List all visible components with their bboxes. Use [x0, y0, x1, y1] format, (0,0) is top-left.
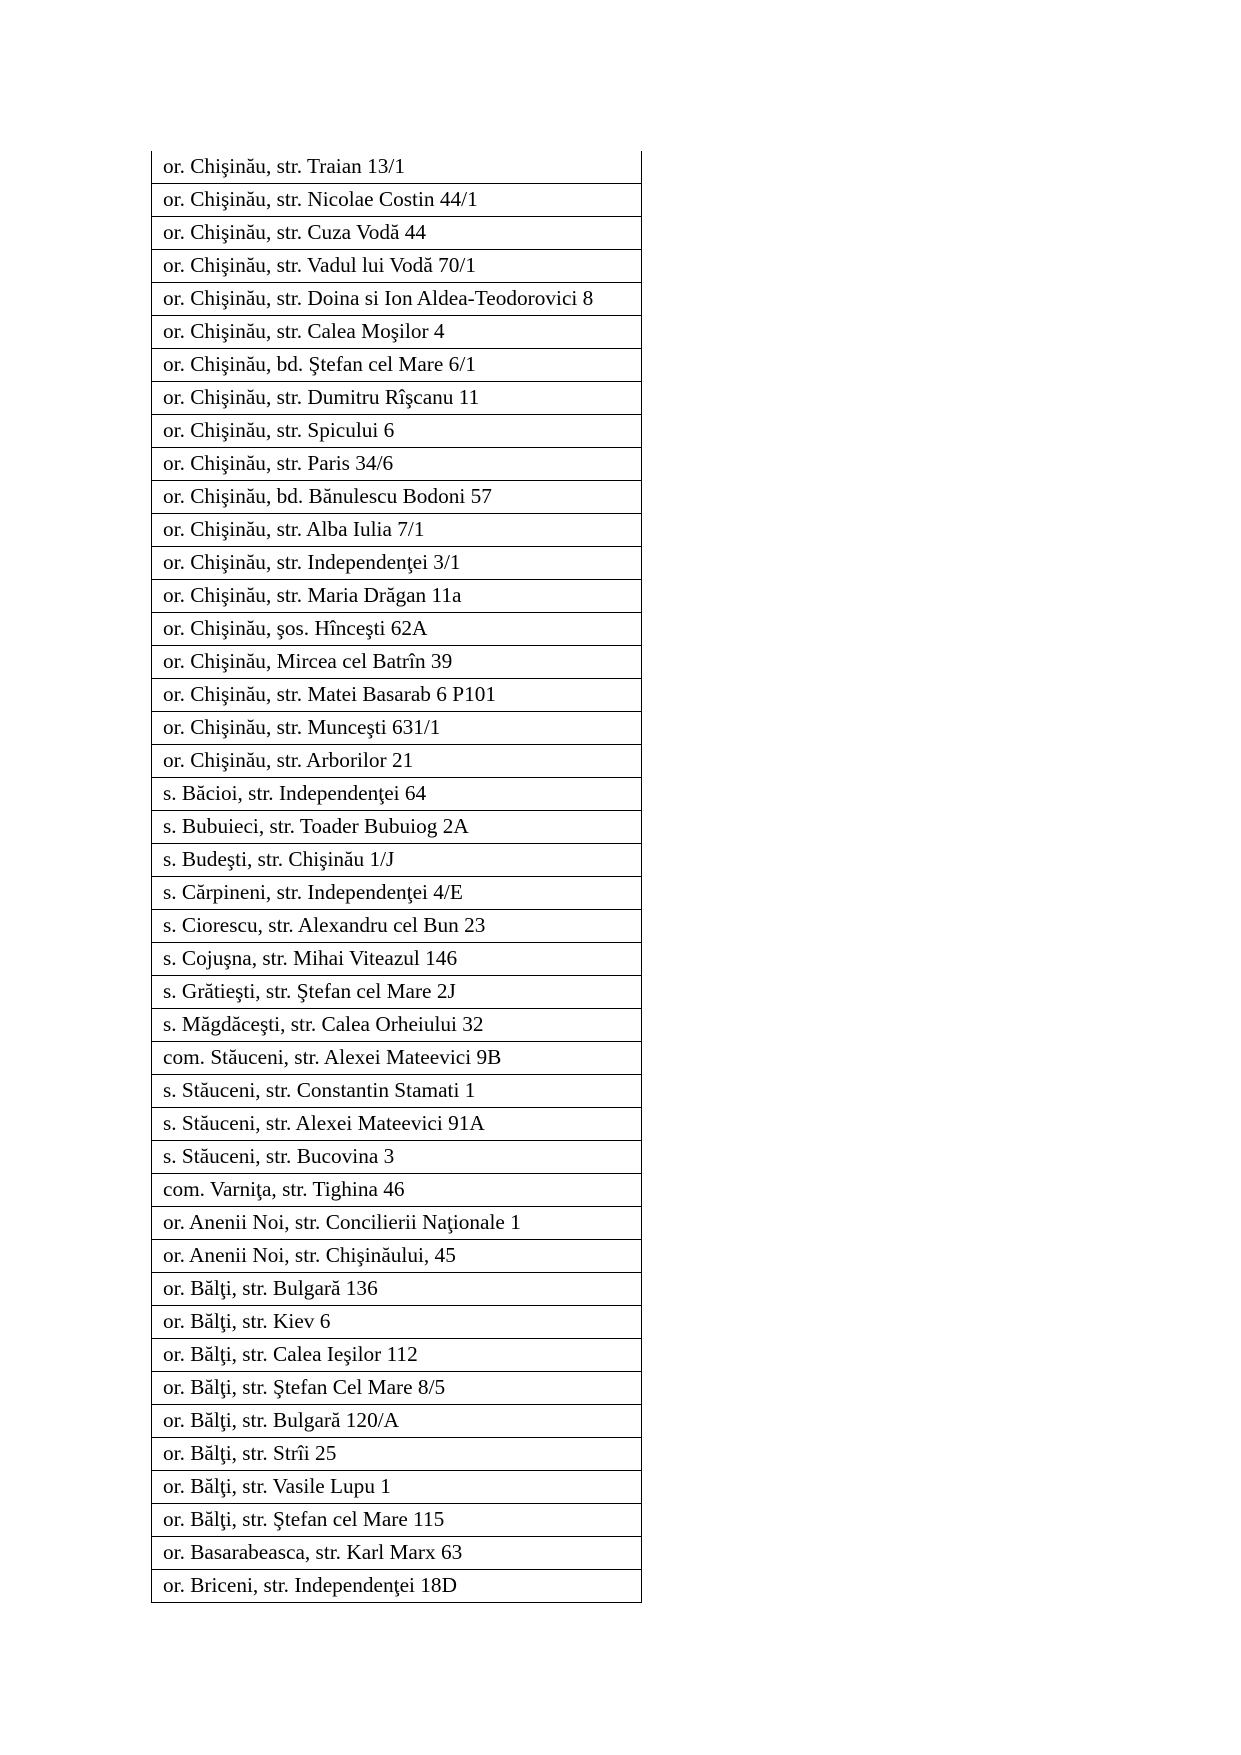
table-row: [152, 679, 642, 712]
table-row: [152, 976, 642, 1009]
table-row: [152, 316, 642, 349]
table-row: [152, 547, 642, 580]
address-cell: or. Bălţi, str. Ştefan cel Mare 115: [152, 1504, 642, 1537]
table-row: [152, 415, 642, 448]
table-row: [152, 1108, 642, 1141]
table-row: [152, 151, 642, 184]
address-cell: or. Chişinău, şos. Hînceşti 62A: [152, 613, 642, 646]
address-cell: or. Anenii Noi, str. Chişinăului, 45: [152, 1240, 642, 1273]
address-cell: s. Stăuceni, str. Constantin Stamati 1: [152, 1075, 642, 1108]
table-row: [152, 1042, 642, 1075]
table-row: [152, 1570, 642, 1603]
table-row: [152, 613, 642, 646]
address-cell: or. Bălţi, str. Calea Ieşilor 112: [152, 1339, 642, 1372]
table-row: [152, 1273, 642, 1306]
address-cell: or. Chişinău, str. Spicului 6: [152, 415, 642, 448]
table-row: [152, 1438, 642, 1471]
address-cell: or. Bălţi, str. Strîi 25: [152, 1438, 642, 1471]
address-cell: or. Bălţi, str. Bulgară 120/A: [152, 1405, 642, 1438]
address-cell: s. Băcioi, str. Independenţei 64: [152, 778, 642, 811]
table-row: [152, 580, 642, 613]
table-row: [152, 481, 642, 514]
table-row: [152, 1537, 642, 1570]
table-row: [152, 943, 642, 976]
table-row: [152, 1141, 642, 1174]
table-row: [152, 1075, 642, 1108]
address-cell: or. Chişinău, str. Paris 34/6: [152, 448, 642, 481]
table-row: [152, 1306, 642, 1339]
address-cell: or. Chişinău, Mircea cel Batrîn 39: [152, 646, 642, 679]
table-row: [152, 1009, 642, 1042]
address-cell: com. Stăuceni, str. Alexei Mateevici 9B: [152, 1042, 642, 1075]
address-cell: s. Cărpineni, str. Independenţei 4/E: [152, 877, 642, 910]
address-cell: or. Chişinău, str. Matei Basarab 6 P101: [152, 679, 642, 712]
table-row: [152, 646, 642, 679]
address-cell: or. Anenii Noi, str. Concilierii Naţionale 1: [152, 1207, 642, 1240]
address-cell: or. Chişinău, str. Maria Drăgan 11a: [152, 580, 642, 613]
table-row: [152, 184, 642, 217]
address-cell: s. Măgdăceşti, str. Calea Orheiului 32: [152, 1009, 642, 1042]
table-row: [152, 1504, 642, 1537]
table-row: [152, 382, 642, 415]
table-row: [152, 448, 642, 481]
table-row: [152, 1339, 642, 1372]
address-cell: or. Chişinău, str. Munceşti 631/1: [152, 712, 642, 745]
address-cell: or. Chişinău, str. Alba Iulia 7/1: [152, 514, 642, 547]
address-cell: or. Bălţi, str. Bulgară 136: [152, 1273, 642, 1306]
address-cell: or. Chişinău, str. Vadul lui Vodă 70/1: [152, 250, 642, 283]
address-cell: or. Bălţi, str. Kiev 6: [152, 1306, 642, 1339]
table-row: [152, 910, 642, 943]
table-row: [152, 712, 642, 745]
address-table-body: [152, 151, 642, 1603]
table-row: [152, 778, 642, 811]
table-row: [152, 250, 642, 283]
address-cell: s. Ciorescu, str. Alexandru cel Bun 23: [152, 910, 642, 943]
address-cell: s. Stăuceni, str. Alexei Mateevici 91A: [152, 1108, 642, 1141]
table-row: [152, 349, 642, 382]
address-cell: s. Budeşti, str. Chişinău 1/J: [152, 844, 642, 877]
address-cell: or. Chişinău, str. Doina si Ion Aldea-Teodorovici 8: [152, 283, 642, 316]
table-row: [152, 283, 642, 316]
address-cell: or. Chişinău, bd. Bănulescu Bodoni 57: [152, 481, 642, 514]
address-cell: or. Bălţi, str. Ştefan Cel Mare 8/5: [152, 1372, 642, 1405]
address-cell: com. Varniţa, str. Tighina 46: [152, 1174, 642, 1207]
address-cell: or. Chişinău, bd. Ştefan cel Mare 6/1: [152, 349, 642, 382]
table-row: [152, 1174, 642, 1207]
table-row: [152, 1207, 642, 1240]
address-cell: or. Chişinău, str. Calea Moşilor 4: [152, 316, 642, 349]
table-row: [152, 877, 642, 910]
address-cell: or. Chişinău, str. Cuza Vodă 44: [152, 217, 642, 250]
address-cell: or. Chişinău, str. Independenţei 3/1: [152, 547, 642, 580]
table-row: [152, 745, 642, 778]
address-cell: or. Basarabeasca, str. Karl Marx 63: [152, 1537, 642, 1570]
address-cell: or. Chişinău, str. Nicolae Costin 44/1: [152, 184, 642, 217]
table-row: [152, 217, 642, 250]
table-row: [152, 1471, 642, 1504]
address-cell: s. Grătieşti, str. Ştefan cel Mare 2J: [152, 976, 642, 1009]
address-table: [151, 151, 642, 1603]
address-cell: or. Briceni, str. Independenţei 18D: [152, 1570, 642, 1603]
table-row: [152, 514, 642, 547]
address-cell: s. Bubuieci, str. Toader Bubuiog 2A: [152, 811, 642, 844]
table-row: [152, 811, 642, 844]
address-cell: s. Stăuceni, str. Bucovina 3: [152, 1141, 642, 1174]
address-cell: or. Chişinău, str. Arborilor 21: [152, 745, 642, 778]
table-row: [152, 1240, 642, 1273]
table-row: [152, 844, 642, 877]
table-row: [152, 1372, 642, 1405]
table-row: [152, 1405, 642, 1438]
address-cell: or. Chişinău, str. Dumitru Rîşcanu 11: [152, 382, 642, 415]
address-cell: s. Cojuşna, str. Mihai Viteazul 146: [152, 943, 642, 976]
address-cell: or. Chişinău, str. Traian 13/1: [152, 151, 642, 184]
address-cell: or. Bălţi, str. Vasile Lupu 1: [152, 1471, 642, 1504]
